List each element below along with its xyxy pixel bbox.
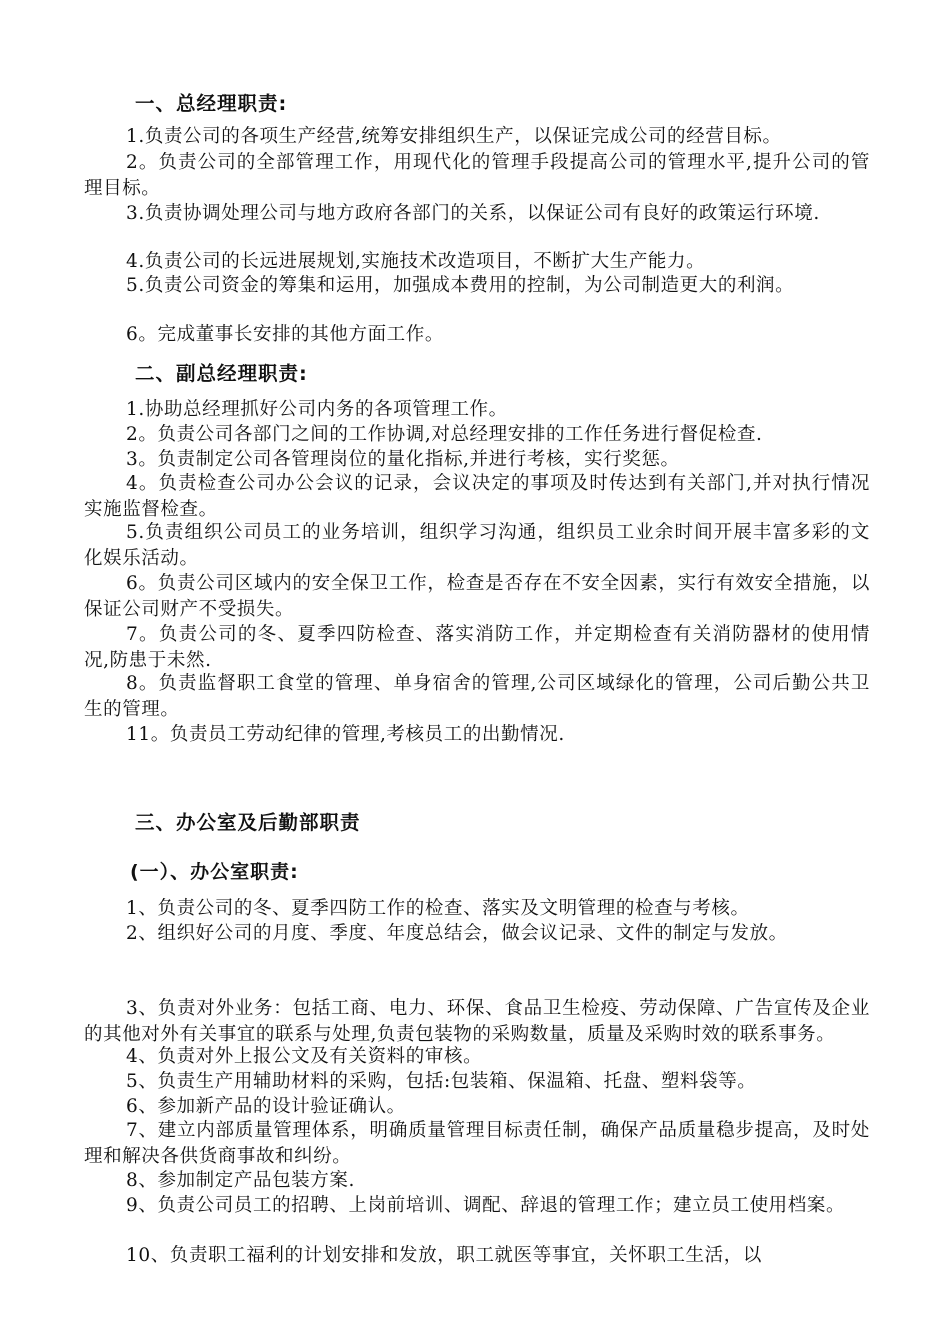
office-item-4: 4、负责对外上报公文及有关资料的审核。 bbox=[126, 1046, 483, 1067]
gm-item-4: 4.负责公司的长远进展规划,实施技术改造项目，不断扩大生产能力。 bbox=[126, 251, 706, 272]
dm-item-8: 8。负责监督职工食堂的管理、单身宿舍的管理,公司区域绿化的管理，公司后勤公共卫生的管理。 bbox=[84, 673, 870, 720]
dm-item-2: 2。负责公司各部门之间的工作协调,对总经理安排的工作任务进行督促检查. bbox=[126, 424, 763, 445]
gm-item-6: 6。完成董事长安排的其他方面工作。 bbox=[126, 324, 444, 345]
dm-item-3: 3。负责制定公司各管理岗位的量化指标,并进行考核，实行奖惩。 bbox=[126, 449, 680, 470]
office-item-6: 6、参加新产品的设计验证确认。 bbox=[126, 1096, 406, 1117]
gm-item-2: 2。负责公司的全部管理工作，用现代化的管理手段提高公司的管理水平,提升公司的管理目标。 bbox=[84, 152, 870, 199]
office-item-9: 9、负责公司员工的招聘、上岗前培训、调配、辞退的管理工作；建立员工使用档案。 bbox=[126, 1195, 846, 1216]
office-item-8: 8、参加制定产品包装方案. bbox=[126, 1170, 355, 1191]
gm-item-3: 3.负责协调处理公司与地方政府各部门的关系，以保证公司有良好的政策运行环境. bbox=[126, 203, 820, 224]
office-item-3: 3、负责对外业务：包括工商、电力、环保、食品卫生检疫、劳动保障、广告宣传及企业的其他对外有关事宜的联系与处理,负责包装物的采购数量，质量及采购时效的联系事务。 bbox=[84, 998, 870, 1045]
office-item-7: 7、建立内部质量管理体系，明确质量管理目标责任制，确保产品质量稳步提高，及时处理和解决各供货商事故和纠纷。 bbox=[84, 1120, 870, 1167]
dm-item-1: 1.协助总经理抓好公司内务的各项管理工作。 bbox=[126, 399, 508, 420]
section-heading-office-logistics: 三、办公室及后勤部职责 bbox=[135, 811, 361, 834]
office-item-1: 1、负责公司的冬、夏季四防工作的检查、落实及文明管理的检查与考核。 bbox=[126, 898, 750, 919]
gm-item-1: 1.负责公司的各项生产经营,统筹安排组织生产，以保证完成公司的经营目标。 bbox=[126, 126, 782, 147]
dm-item-6: 6。负责公司区域内的安全保卫工作，检查是否存在不安全因素，实行有效安全措施，以保证公司财产不受损失。 bbox=[84, 573, 870, 620]
dm-item-7: 7。负责公司的冬、夏季四防检查、落实消防工作，并定期检查有关消防器材的使用情况,防患于未然. bbox=[84, 624, 870, 671]
sub-heading-office: (一）、办公室职责: bbox=[130, 861, 299, 883]
office-item-5: 5、负责生产用辅助材料的采购，包括:包装箱、保温箱、托盘、塑料袋等。 bbox=[126, 1071, 757, 1092]
gm-item-5: 5.负责公司资金的筹集和运用，加强成本费用的控制，为公司制造更大的利润。 bbox=[126, 275, 795, 296]
section-heading-general-manager: 一、总经理职责: bbox=[135, 92, 288, 115]
office-item-2: 2、组织好公司的月度、季度、年度总结会，做会议记录、文件的制定与发放。 bbox=[126, 923, 788, 944]
office-item-10: 10、负责职工福利的计划安排和发放，职工就医等事宜，关怀职工生活，以 bbox=[126, 1245, 762, 1266]
dm-item-11: 11。负责员工劳动纪律的管理,考核员工的出勤情况. bbox=[126, 724, 565, 745]
section-heading-deputy-manager: 二、副总经理职责: bbox=[135, 362, 308, 385]
dm-item-5: 5.负责组织公司员工的业务培训，组织学习沟通，组织员工业余时间开展丰富多彩的文化娱乐活动。 bbox=[84, 522, 870, 569]
dm-item-4: 4。负责检查公司办公会议的记录，会议决定的事项及时传达到有关部门,并对执行情况实施监督检查。 bbox=[84, 473, 870, 520]
